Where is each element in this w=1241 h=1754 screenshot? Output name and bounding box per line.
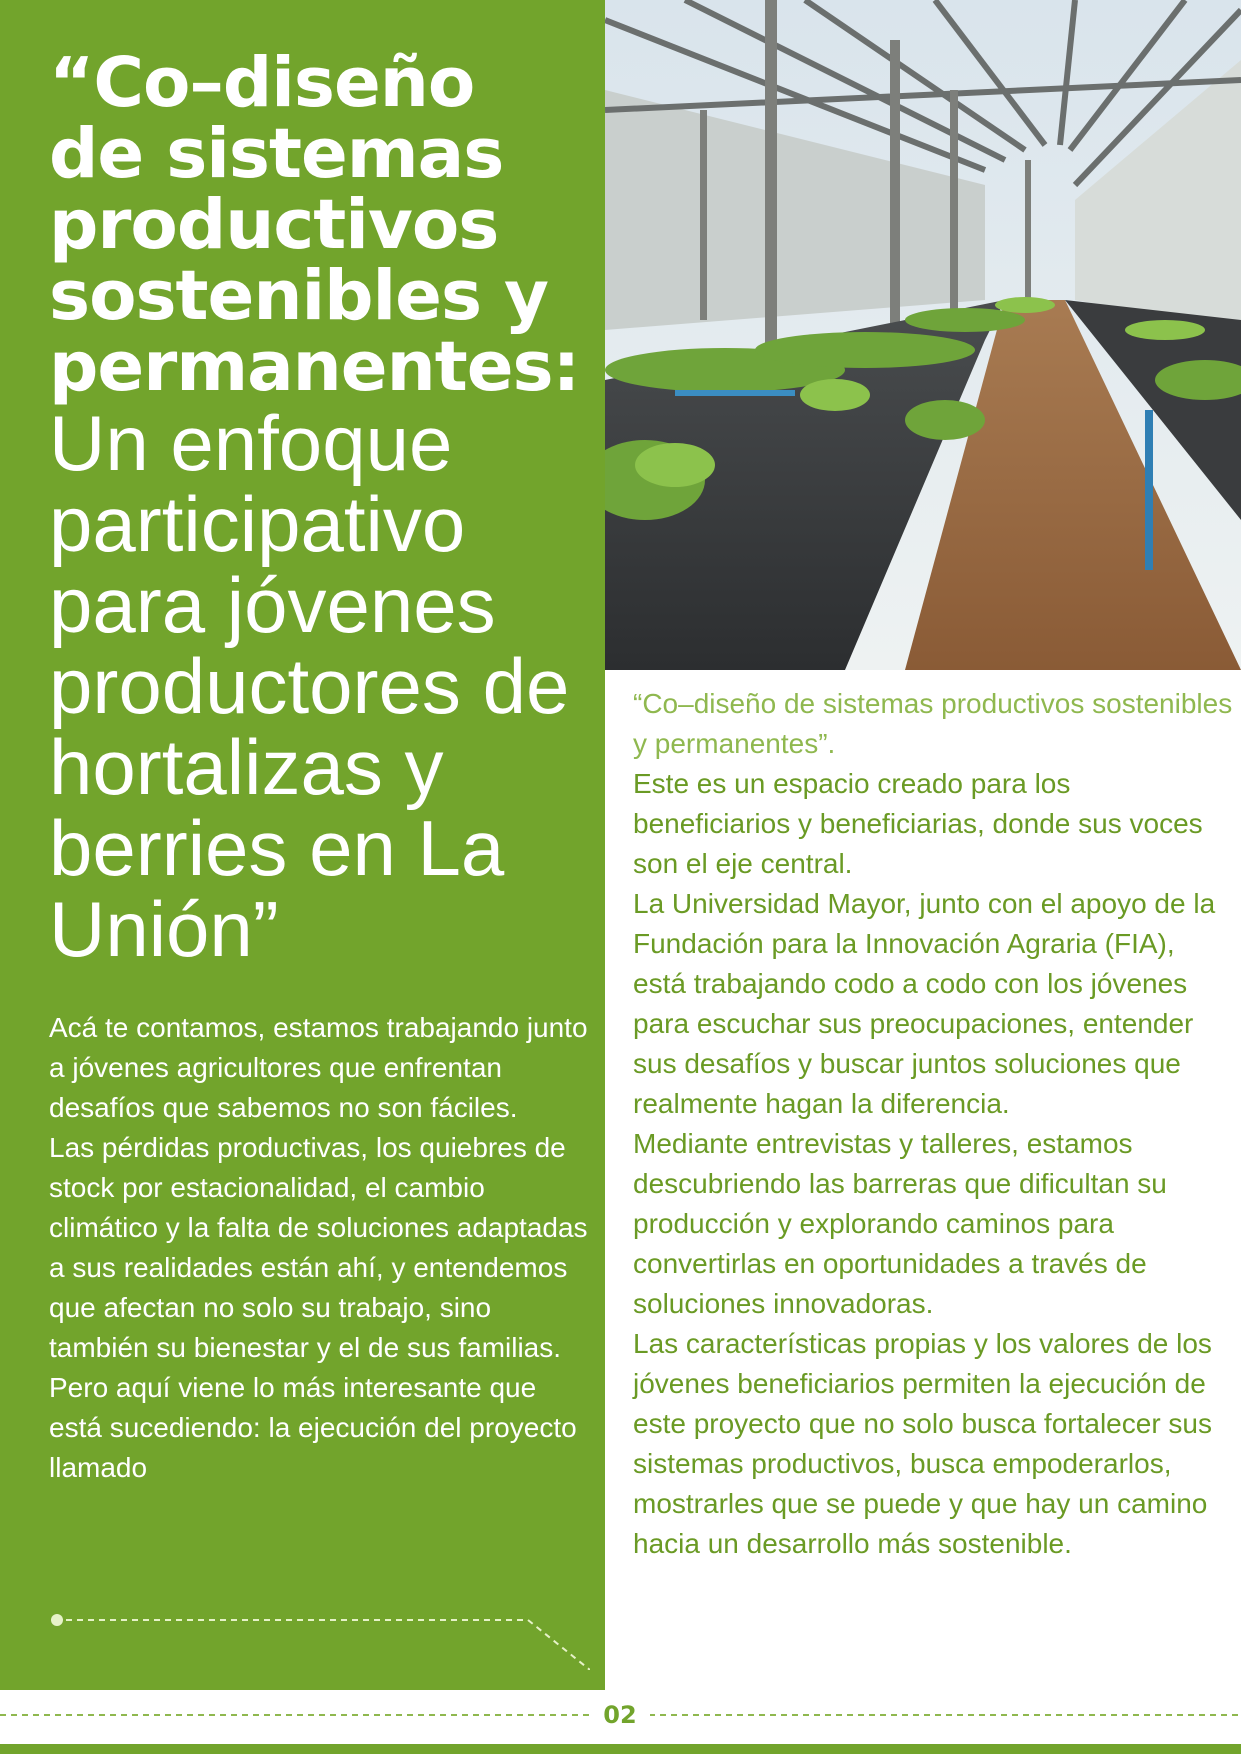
- body-paragraph: Este es un espacio creado para los beneficiarios y beneficiarias, donde sus voces son el eje central.: [633, 768, 1203, 879]
- title-subtitle-line: participativo: [49, 480, 466, 568]
- body-paragraph: Las características propias y los valores de los jóvenes beneficiarios permiten la ejecución de este proyecto que no solo busca fortalecer sus sistemas productivos, busca empoderarlos, mostrarles que se puede y que hay un camino hacia un desarrollo más sostenible.: [633, 1328, 1213, 1559]
- page-number: 02: [590, 1701, 650, 1729]
- body-paragraph: Mediante entrevistas y talleres, estamos descubriendo las barreras que dificultan su producción y explorando caminos para convertirlas en oportunidades a través de soluciones innovadoras.: [633, 1128, 1167, 1319]
- intro-paragraph: Acá te contamos, estamos trabajando junto a jóvenes agricultores que enfrentan desafíos que sabemos no son fáciles.: [49, 1012, 588, 1123]
- intro-paragraph: Las pérdidas productivas, los quiebres de stock por estacionalidad, el cambio climático y la falta de soluciones adaptadas a sus realidades están ahí, y entendemos que afectan no solo su trabajo, sino también su bienestar y el de sus familias.: [49, 1132, 588, 1363]
- project-quote: “Co–diseño de sistemas productivos sostenibles y permanentes”.: [633, 688, 1233, 759]
- article-title: [49, 43, 589, 973]
- title-subtitle-line: para jóvenes: [49, 561, 496, 649]
- title-subtitle-line: Unión”: [49, 885, 279, 973]
- bottom-green-bar: [0, 1744, 1241, 1754]
- title-bold-line: productivos: [49, 185, 499, 265]
- title-bold-line: sostenibles y: [49, 256, 549, 336]
- greenhouse-photo: [605, 0, 1241, 670]
- article-body: [633, 684, 1233, 1564]
- decorative-dashed-line: [50, 1614, 590, 1670]
- title-subtitle-line: Un enfoque: [49, 399, 453, 487]
- intro-text: [49, 1008, 589, 1488]
- title-bold-line: de sistemas: [49, 114, 504, 194]
- body-paragraph: La Universidad Mayor, junto con el apoyo de la Fundación para la Innovación Agraria (FIA), está trabajando codo a codo con los jóvenes para escuchar sus preocupaciones, entender sus desafíos y buscar juntos soluciones que realmente hagan la diferencia.: [633, 888, 1216, 1119]
- title-subtitle-line: berries en La: [49, 804, 505, 892]
- title-bold-line: permanentes:: [49, 327, 580, 407]
- title-bold-line: “Co–diseño: [49, 43, 475, 123]
- left-green-panel: [0, 0, 605, 1690]
- title-subtitle-line: productores de: [49, 642, 570, 730]
- title-subtitle-line: hortalizas y: [49, 723, 444, 811]
- intro-paragraph: Pero aquí viene lo más interesante que está sucediendo: la ejecución del proyecto llamado: [49, 1372, 577, 1483]
